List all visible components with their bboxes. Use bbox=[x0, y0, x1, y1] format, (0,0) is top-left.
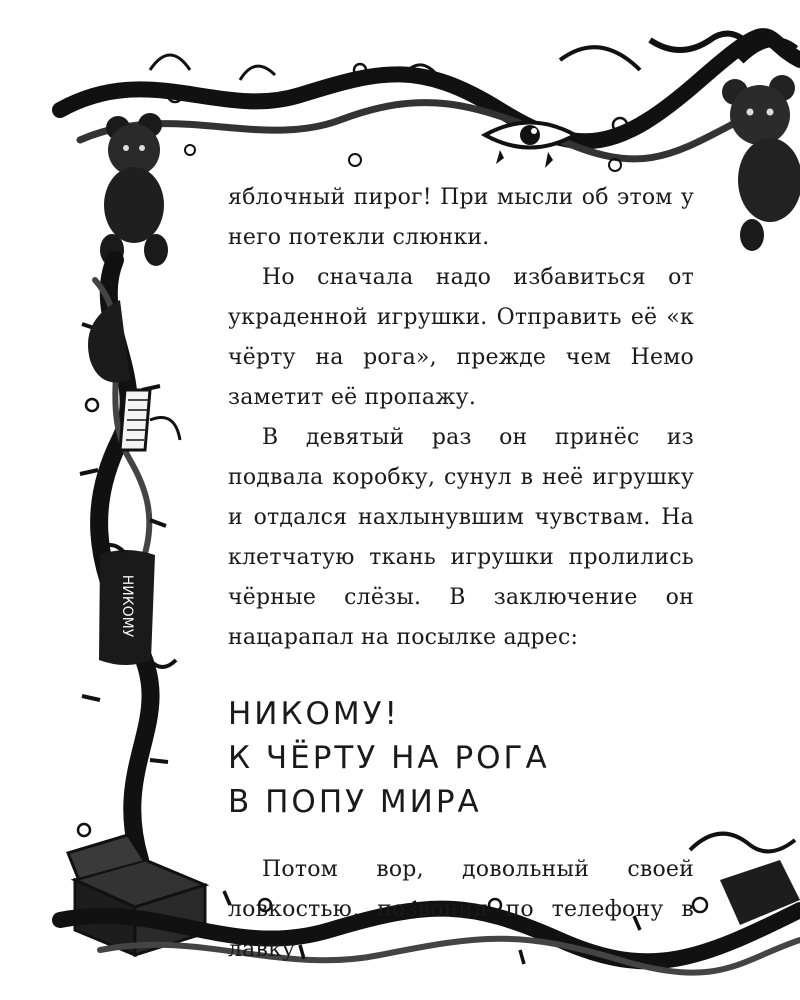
paragraph-4: Потом вор, довольный своей ловкостью, позвонил по телефону в лавку bbox=[228, 857, 694, 962]
paragraph-1: яблочный пирог! При мысли об этом у него потекли слюнки. bbox=[228, 185, 694, 250]
top-vine-icon bbox=[60, 34, 800, 171]
paragraph-2: Но сначала надо избавиться от украденной игрушки. Отправить её «к чёрту на рога», прежде чем Немо заметит её пропажу. bbox=[228, 265, 694, 410]
teddy-bear-icon bbox=[100, 113, 168, 266]
teddy-bear-icon bbox=[722, 42, 800, 251]
address-line-1: НИКОМУ! bbox=[228, 696, 400, 732]
address-line-3: В ПОПУ МИРА bbox=[228, 784, 482, 820]
page-text bbox=[228, 178, 694, 970]
paragraph-3: В девятый раз он принёс из подвала коробку, сунул в неё игрушку и отдался нахлынувшим чувствам. На клетчатую ткань игрушки пролились чёрные слёзы. В заключение он нацарапал на посылке адрес: bbox=[228, 425, 694, 650]
address-line-2: К ЧЁРТУ НА РОГА bbox=[228, 740, 550, 776]
scroll-label-text: НИКОМУ bbox=[119, 574, 135, 638]
parcel-address bbox=[228, 692, 694, 824]
box-icon bbox=[68, 835, 205, 955]
scroll-label bbox=[100, 560, 154, 652]
